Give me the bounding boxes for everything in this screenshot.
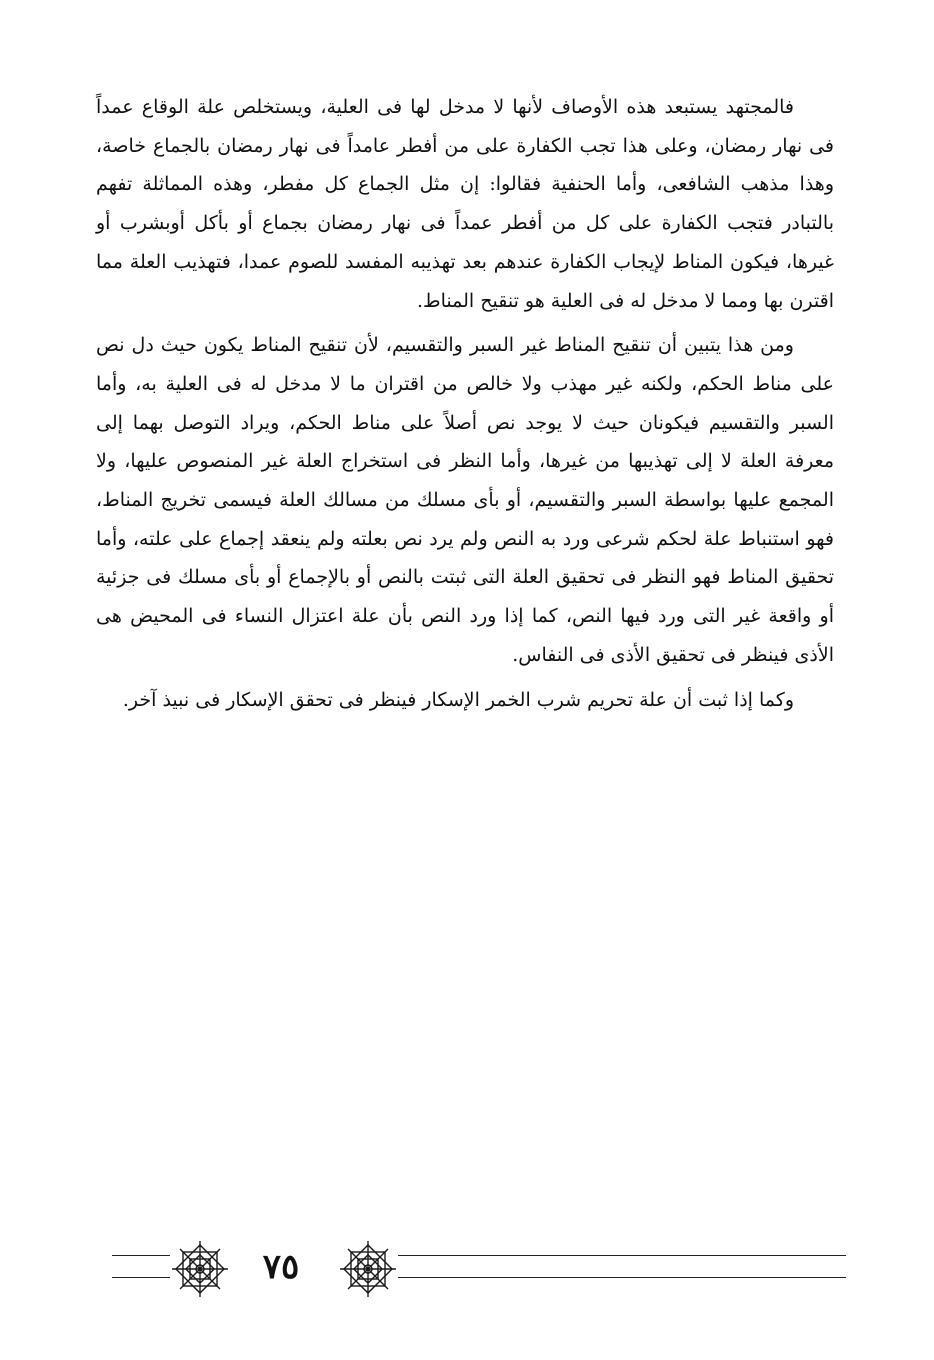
footer-rule-left-top	[112, 1255, 170, 1256]
paragraph-2: ومن هذا يتبين أن تنقيح المناط غير السبر والتقسيم، لأن تنقيح المناط يكون حيث دل نص على مناط الحكم، ولكنه غير مهذب ولا خالص من اقتران ما لا مدخل له فى العلية به، وأما السبر والتقسيم فيكونان حيث لا يوجد نص أصلاً على مناط الحكم، ويراد التوصل بهما إلى معرفة العلة لا إلى تهذيبها من غيرها، وأما النظر فى استخراج العلة غير المنصوص عليها، ولا المجمع عليها بواسطة السبر والتقسيم، أو بأى مسلك من مسالك العلة فيسمى تخريج المناط، فهو استنباط علة لحكم شرعى ورد به النص ولم يرد نص بعلته ولم ينعقد إجماع على علته، وأما تحقيق المناط فهو النظر فى تحقيق العلة التى ثبتت بالنص أو بالإجماع أو بأى مسلك فى جزئية أو واقعة غير التى ورد فيها النص، كما إذا ورد النص بأن علة اعتزال النساء فى المحيض هى الأذى فينظر فى تحقيق الأذى فى النفاس.	[96, 334, 834, 666]
footer-rule-right-bottom	[398, 1277, 846, 1278]
footer-rule-left-bottom	[112, 1277, 170, 1278]
paragraph-3: وكما إذا ثبت أن علة تحريم شرب الخمر الإسكار فينظر فى تحقق الإسكار فى نبيذ آخر.	[122, 688, 794, 711]
body-text	[96, 88, 834, 725]
ornament-left-icon	[170, 1239, 230, 1299]
page-number: ٧٥	[262, 1247, 300, 1287]
paragraph-1: فالمجتهد يستبعد هذه الأوصاف لأنها لا مدخل لها فى العلية، ويستخلص علة الوقاع عمداً فى نهار رمضان، وعلى هذا تجب الكفارة على من أفطر عامداً فى نهار رمضان بالجماع خاصة، وهذا مذهب الشافعى، وأما الحنفية فقالوا: إن مثل الجماع كل مفطر، وهذه المماثلة تفهم بالتبادر فتجب الكفارة على كل من أفطر عمداً فى نهار رمضان بجماع أو بأكل أوبشرب أو غيرها، فيكون المناط لإيجاب الكفارة عندهم بعد تهذيبه المفسد للصوم عمدا، فتهذيب العلة مما اقترن بها ومما لا مدخل له فى العلية هو تنقيح المناط.	[96, 96, 834, 312]
page-footer	[0, 1235, 934, 1325]
footer-rule-right-top	[398, 1255, 846, 1256]
ornament-right-icon	[338, 1239, 398, 1299]
